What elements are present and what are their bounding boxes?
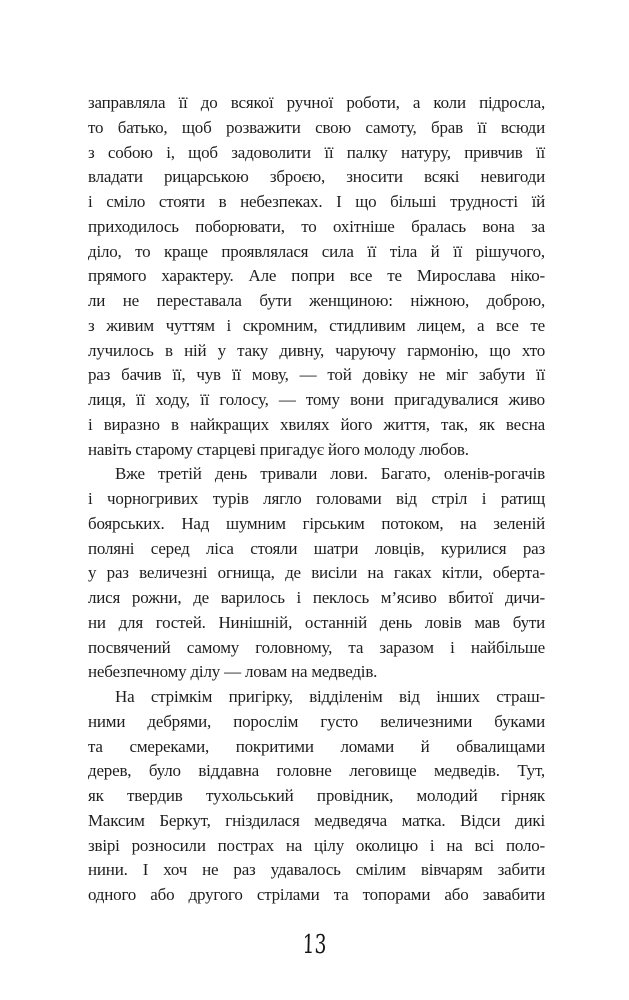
text-line: то батько, щоб розважити свою самоту, брав її всюди [88,117,545,137]
page-footer [0,930,629,960]
text-line: ними дебрями, порослім густо величезними буками [88,711,545,731]
text-line: раз бачив її, чув її мову, — той довіку не міг забути її [88,365,545,385]
text-line: небезпечному ділу — ловам на медведів. [88,662,378,682]
text-line: дерев, було віддавна головне леговище медведів. Тут, [88,761,545,781]
text-line: ни для гостей. Нинішній, останній день ловів мав бути [88,612,545,632]
text-line: і чорногривих турів лягло головами від стріл і ратищ [88,489,545,508]
text-line: одного або другого стрілами та топорами або завабити [88,885,545,904]
text-line: боярських. Над шумним гірським потоком, на зеленій [88,513,545,533]
text-line: поляні серед ліса стояли шатри ловців, курилися раз [88,538,545,558]
text-line: діло, то краще проявлялася сила її тіла й її рішучого, [88,241,545,261]
text-line: звірі розносили пострах на цілу околицю і на всі поло- [88,835,545,855]
text-line: Вже третій день тривали лови. Багато, оленів-рогачів [115,464,545,484]
text-line: у раз величезні огнища, де висіли на гаках кітли, оберта- [88,563,545,583]
text-line: нини. І хоч не раз удавалось смілим вівчарям забити [88,860,545,880]
text-line: з собою і, щоб задоволити її палку натуру, привчив її [88,142,545,162]
text-line: посвячений самому головному, та заразом і найбільше [88,637,545,657]
text-line: та смереками, покритими ломами й обвалищами [88,736,545,756]
text-line: На стрімкім пригірку, відділенім від інших страш- [115,687,545,706]
page-number: 13 [302,930,327,960]
text-line: лиця, її ходу, її голосу, — тому вони пригадувалися живо [88,390,545,409]
text-line: ли не переставала бути женщиною: ніжною, доброю, [88,291,545,310]
text-line: і сміло стояти в небезпеках. І що більші трудності їй [88,192,545,211]
text-line: Максим Беркут, гніздилася медведяча матка. Відси дикі [88,810,545,830]
text-line: з живим чуттям і скромним, стидливим лицем, а все те [88,315,545,335]
text-line: лучилось в ній у таку дивну, чаруючу гармонію, що хто [88,340,545,360]
page-text [88,91,545,908]
text-line: приходилось поборювати, то охітніше бралась вона за [88,216,545,236]
text-line: прямого характеру. Але попри все те Мирослава ніко- [88,266,545,286]
text-line: як твердив тухольський провідник, молодий гірняк [88,786,545,805]
text-line: навіть старому старцеві пригадує його молоду любов. [88,439,469,459]
text-line: заправляла її до всякої ручної роботи, а коли підросла, [88,93,545,112]
text-line: владати рицарською зброєю, зносити всякі невигоди [88,167,545,187]
text-line: і виразно в найкращих хвилях його життя, так, як весна [88,414,545,434]
text-line: лися рожни, де варилось і пеклось м’ясиво вбитої дичи- [88,588,545,607]
